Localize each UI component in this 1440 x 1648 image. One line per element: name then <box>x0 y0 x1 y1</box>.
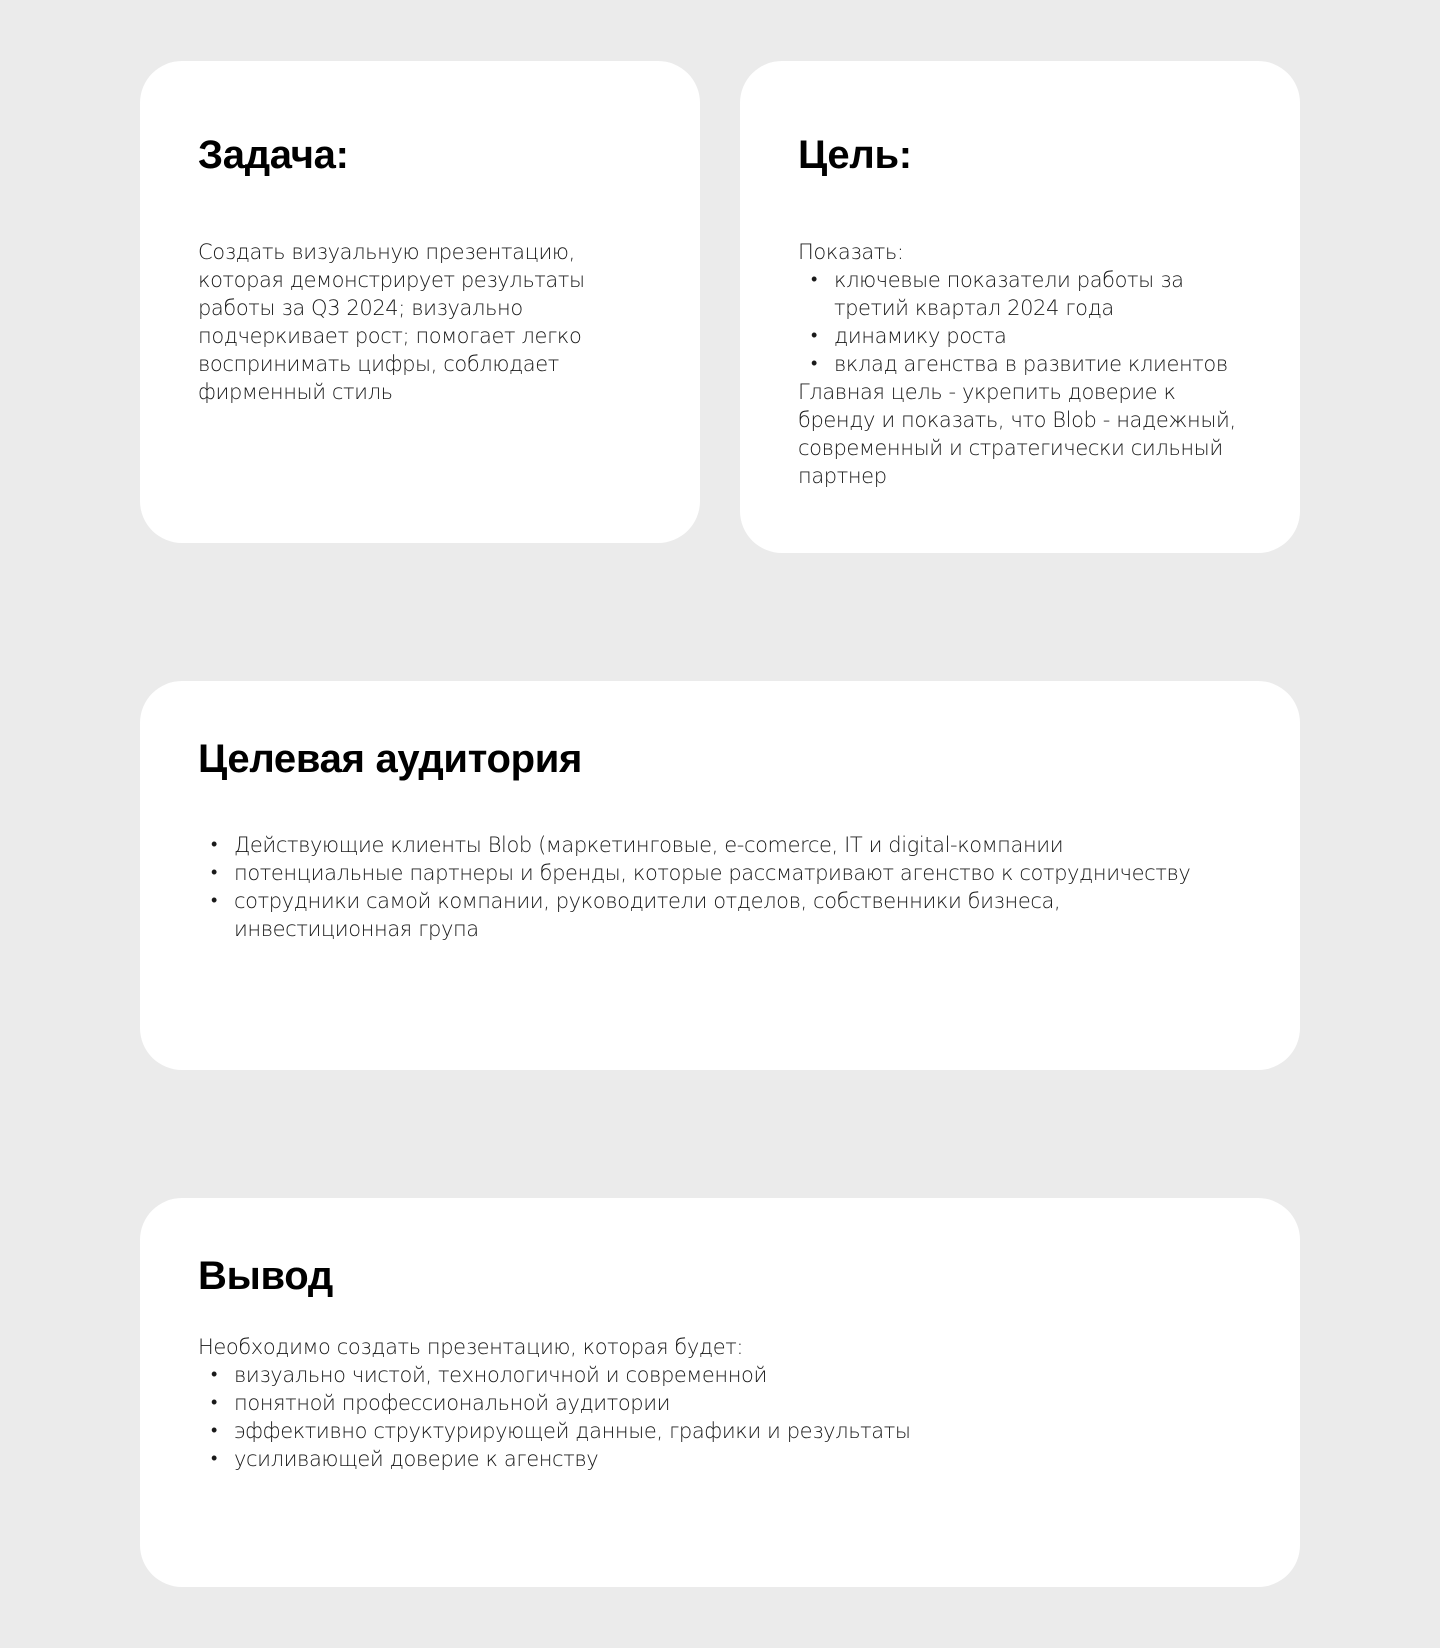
bullet-icon: • <box>811 269 817 290</box>
audience-list-item-text: Действующие клиенты Blob (маркетинговые, e-comerce, IT и digital-компании <box>234 833 1064 857</box>
conclusion-intro: Необходимо создать презентацию, которая будет: <box>198 1335 744 1359</box>
goal-main-statement: Главная цель - укрепить доверие к бренду и показать, что Blob - надежный, современный и стратегически сильный партнер <box>798 380 1236 488</box>
conclusion-list-item-text: усиливающей доверие к агенству <box>234 1447 599 1471</box>
goal-list-item-text: вклад агенства в развитие клиентов <box>834 352 1228 376</box>
bullet-icon: • <box>211 862 217 883</box>
audience-list-item-text: сотрудники самой компании, руководители отделов, собственники бизнеса, инвестиционная група <box>234 889 1061 941</box>
audience-list-item <box>198 831 1198 859</box>
task-title: Задача: <box>198 133 349 177</box>
conclusion-list-item <box>198 1361 1198 1389</box>
task-text: Создать визуальную презентацию, которая демонстрирует результаты работы за Q3 2024; визуально подчеркивает рост; помогает легко воспринимать цифры, соблюдает фирменный стиль <box>198 240 585 404</box>
bullet-icon: • <box>811 325 817 346</box>
audience-list <box>198 831 1198 943</box>
goal-list <box>798 266 1238 378</box>
audience-card <box>140 681 1300 1070</box>
conclusion-body <box>198 1333 1198 1473</box>
conclusion-card <box>140 1198 1300 1587</box>
audience-list-item-text: потенциальные партнеры и бренды, которые рассматривают агенство к сотрудничеству <box>234 861 1191 885</box>
goal-body <box>798 238 1238 490</box>
goal-intro: Показать: <box>798 240 904 264</box>
goal-list-item-text: ключевые показатели работы за третий квартал 2024 года <box>834 268 1184 320</box>
conclusion-list <box>198 1361 1198 1473</box>
audience-list-item <box>198 859 1198 887</box>
bullet-icon: • <box>811 353 817 374</box>
bullet-icon: • <box>211 1392 217 1413</box>
conclusion-list-item <box>198 1417 1198 1445</box>
conclusion-list-item-text: понятной профессиональной аудитории <box>234 1391 671 1415</box>
goal-list-item-text: динамику роста <box>834 324 1007 348</box>
conclusion-title: Вывод <box>198 1254 333 1298</box>
bullet-icon: • <box>211 1448 217 1469</box>
audience-title: Целевая аудитория <box>198 737 583 781</box>
conclusion-list-item-text: визуально чистой, технологичной и современной <box>234 1363 767 1387</box>
bullet-icon: • <box>211 834 217 855</box>
bullet-icon: • <box>211 1420 217 1441</box>
audience-list-item <box>198 887 1198 943</box>
bullet-icon: • <box>211 1364 217 1385</box>
goal-list-item <box>798 266 1238 322</box>
bullet-icon: • <box>211 890 217 911</box>
conclusion-list-item <box>198 1389 1198 1417</box>
goal-list-item <box>798 322 1238 350</box>
conclusion-list-item <box>198 1445 1198 1473</box>
task-body <box>198 238 638 406</box>
conclusion-list-item-text: эффективно структурирующей данные, графики и результаты <box>234 1419 911 1443</box>
goal-list-item <box>798 350 1238 378</box>
goal-card <box>740 61 1300 553</box>
goal-title: Цель: <box>798 133 912 177</box>
task-card <box>140 61 700 543</box>
audience-body <box>198 831 1198 943</box>
